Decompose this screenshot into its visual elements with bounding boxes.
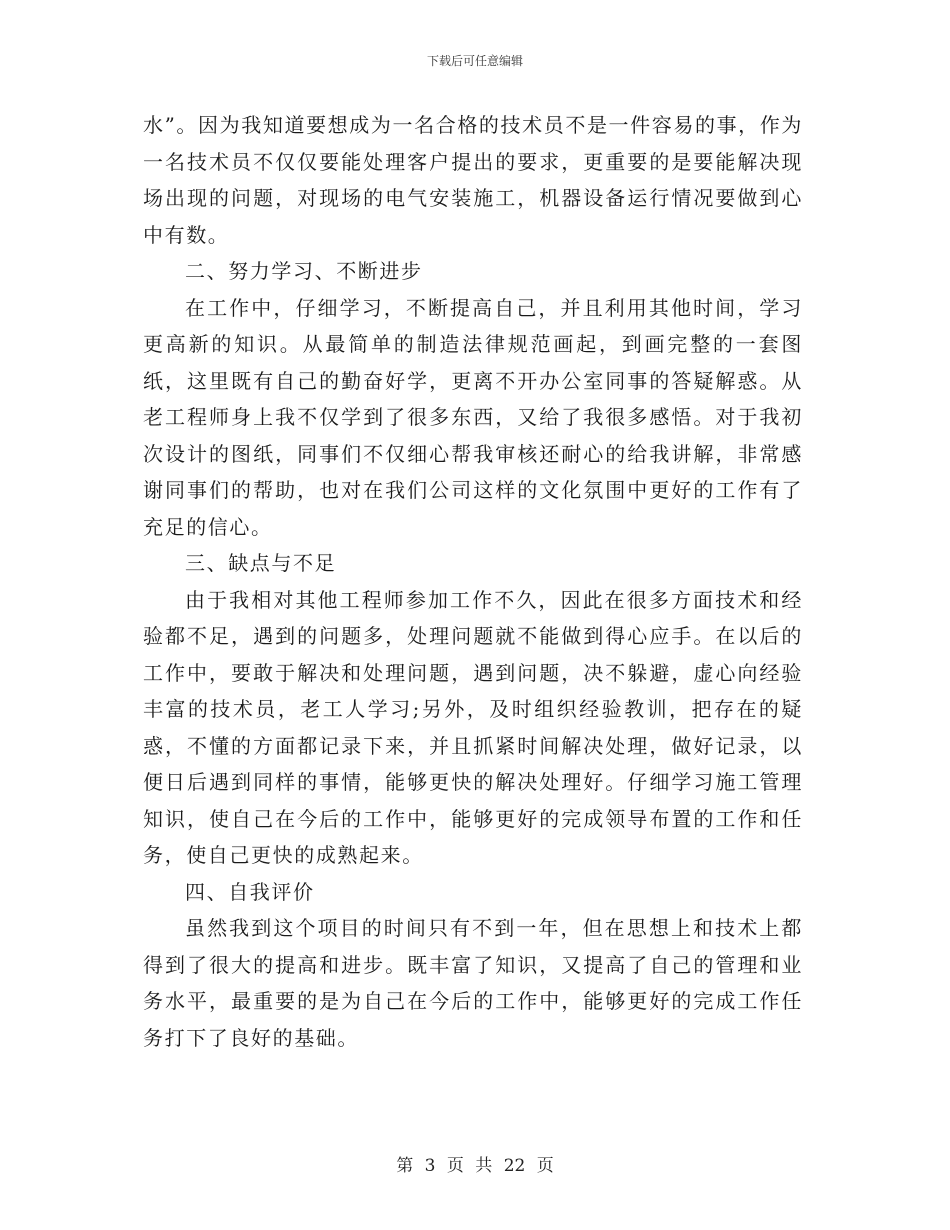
page-header: 下载后可任意编辑 <box>426 54 523 68</box>
paragraph-shortcomings: 由于我相对其他工程师参加工作不久，因此在很多方面技术和经验都不足，遇到的问题多，处理问题就不能做到得心应手。在以后的工作中，要敢于解决和处理问题，遇到问题，决不躲避，虚心向经验丰富的技术员，老工人学习;另外，及时组织经验教训，把存在的疑惑，不懂的方面都记录下来，并且抓紧时间解决处理，做好记录，以便日后遇到同样的事情，能够更快的解决处理好。仔细学习施工管理知识，使自己在今后的工作中，能够更好的完成领导布置的工作和任务，使自己更快的成熟起来。 <box>143 587 803 867</box>
section-heading-study: 二、努力学习、不断进步 <box>185 259 423 283</box>
section-heading-self-evaluation: 四、自我评价 <box>185 879 315 904</box>
paragraph-self-evaluation: 虽然我到这个项目的时间只有不到一年，但在思想上和技术上都得到了很大的提高和进步。既丰富了知识，又提高了自己的管理和业务水平，最重要的是为自己在今后的工作中，能够更好的完成工作任务打下了良好的基础。 <box>143 916 803 1050</box>
document-body <box>143 107 803 1056</box>
section-heading-shortcomings: 三、缺点与不足 <box>185 551 337 575</box>
paragraph-study: 在工作中，仔细学习，不断提高自己，并且利用其他时间，学习更高新的知识。从最简单的制造法律规范画起，到画完整的一套图纸，这里既有自己的勤奋好学，更离不开办公室同事的答疑解惑。从老工程师身上我不仅学到了很多东西，又给了我很多感悟。对于我初次设计的图纸，同事们不仅细心帮我审核还耐心的给我讲解，非常感谢同事们的帮助，也对在我们公司这样的文化氛围中更好的工作有了充足的信心。 <box>143 295 803 539</box>
paragraph-continuation: 水”。因为我知道要想成为一名合格的技术员不是一件容易的事，作为一名技术员不仅仅要能处理客户提出的要求，更重要的是要能解决现场出现的问题，对现场的电气安装施工，机器设备运行情况要做到心中有数。 <box>143 113 803 247</box>
page-number-footer: 第 3 页 共 22 页 <box>396 1156 554 1176</box>
